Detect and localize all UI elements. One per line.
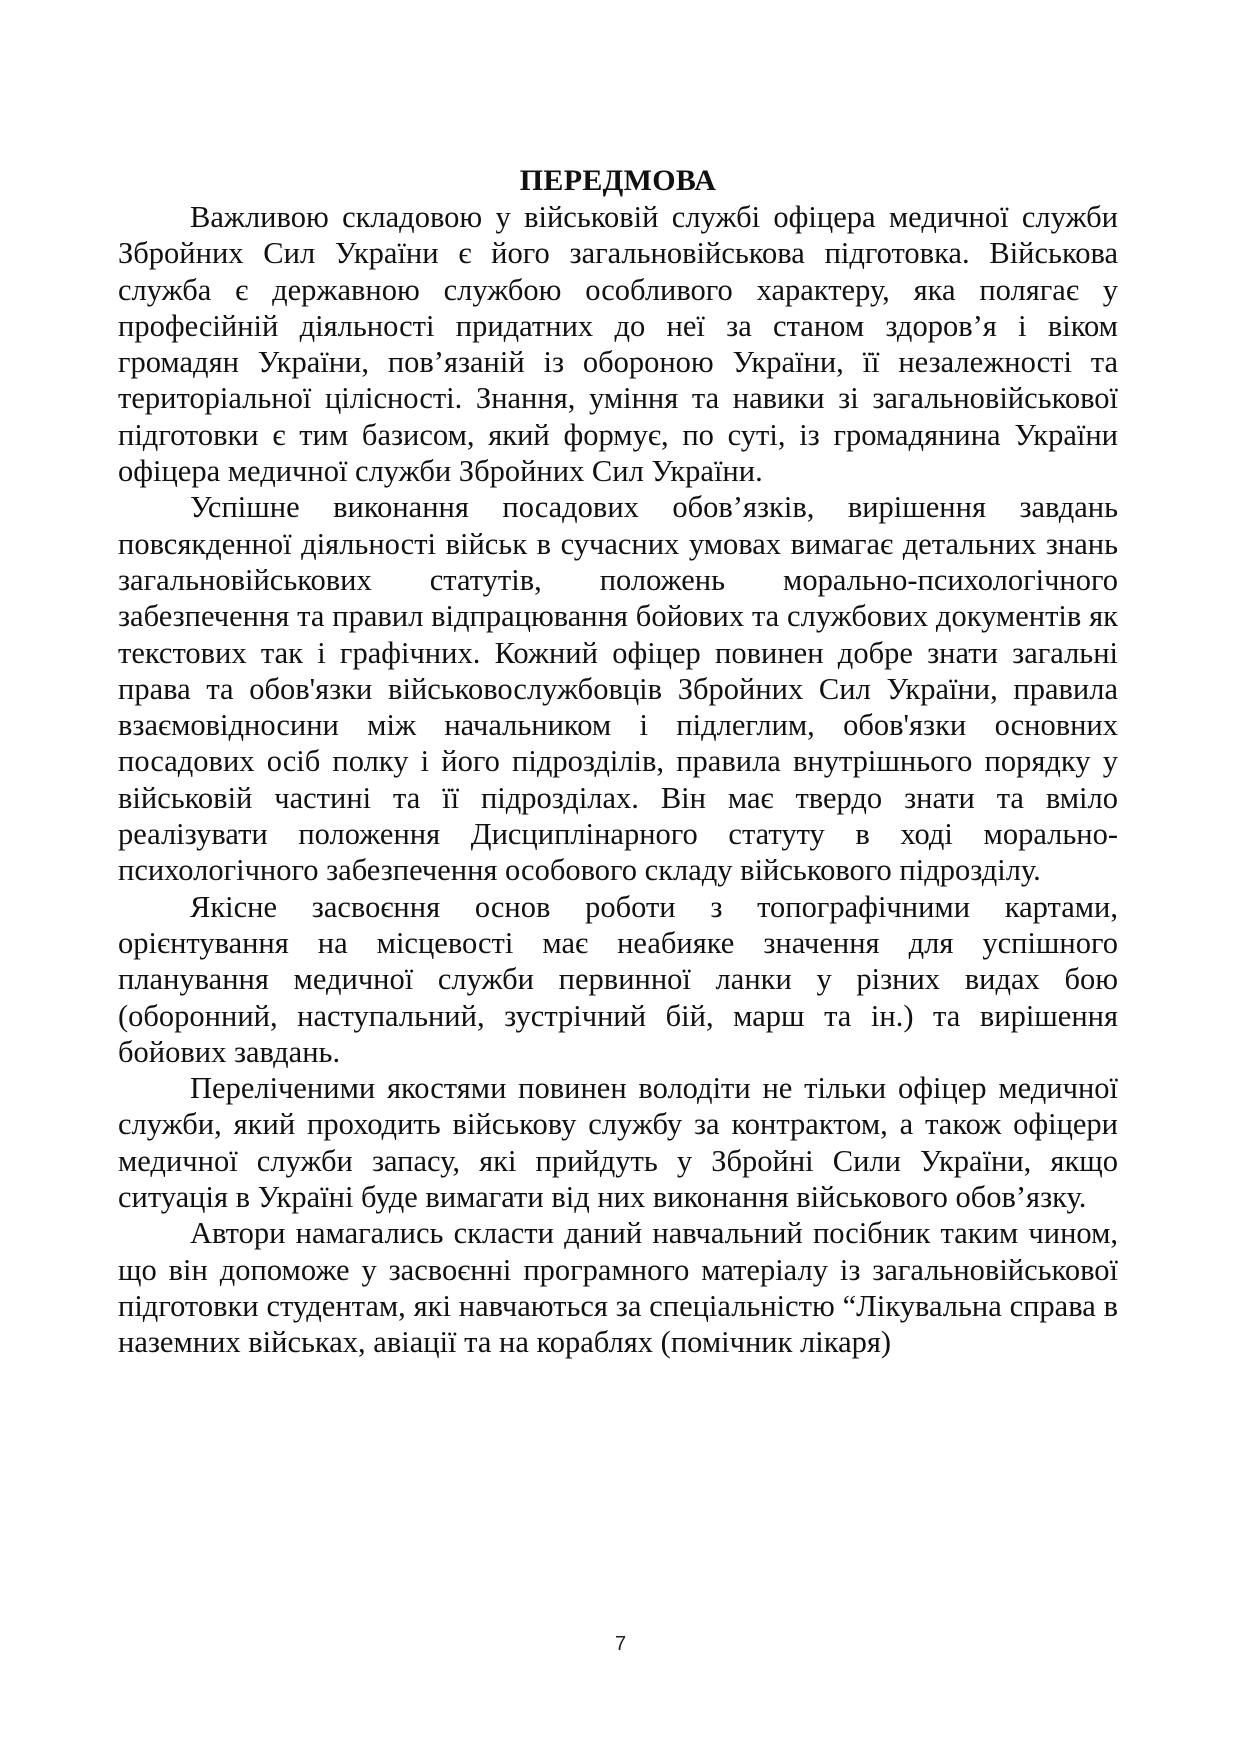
paragraph-2: Успішне виконання посадових обов’язків, вирішення завдань повсякденної діяльності військ в сучасних умовах вимагає детальних знань загальновійськових статутів, положень морально-психологічного забезпечення та правил відпрацювання бойових та службових документів як текстових так і графічних. Кожний офіцер повинен добре знати загальні права та обов'язки військовослужбовців Збройних Сил України, правила взаємовідносини між начальником і підлеглим, обов'язки основних посадових осіб полку і його підрозділів, правила внутрішнього порядку у військовій частині та її підрозділах. Він має твердо знати та вміло реалізувати положення Дисциплінарного статуту в ході морально-психологічного забезпечення особового складу військового підрозділу. — [118, 490, 1118, 888]
paragraph-5: Автори намагались скласти даний навчальний посібник таким чином, що він допоможе у засвоєнні програмного матеріалу із загальновійськової підготовки студентам, які навчаються за спеціальністю “Лікувальна справа в наземних військах, авіації та на кораблях (помічник лікаря) — [118, 1216, 1118, 1360]
page-content — [118, 163, 1118, 1361]
paragraph-3: Якісне засвоєння основ роботи з топографічними картами, орієнтування на місцевості має неабияке значення для успішного планування медичної служби первинної ланки у різних видах бою (оборонний, наступальний, зустрічний бій, марш та ін.) та вирішення бойових завдань. — [118, 889, 1118, 1069]
paragraph-1: Важливою складовою у військовій службі офіцера медичної служби Збройних Сил України є його загальновійськова підготовка. Військова служба є державною службою особливого характеру, яка полягає у професійній діяльності придатних до неї за станом здоров’я і віком громадян України, пов’язаній із обороною України, її незалежності та територіальної цілісності. Знання, уміння та навики зі загальновійськової підготовки є тим базисом, який формує, по суті, із громадянина України офіцера медичної служби Збройних Сил України. — [118, 200, 1118, 489]
page-number: 7 — [614, 1633, 627, 1655]
page-title: ПЕРЕДМОВА — [519, 164, 717, 197]
paragraph-4: Переліченими якостями повинен володіти не тільки офіцер медичної служби, який проходить військову службу за контрактом, а також офіцери медичної служби запасу, які прийдуть у Збройні Сили України, якщо ситуація в Україні буде вимагати від них виконання військового обов’язку. — [118, 1071, 1118, 1215]
